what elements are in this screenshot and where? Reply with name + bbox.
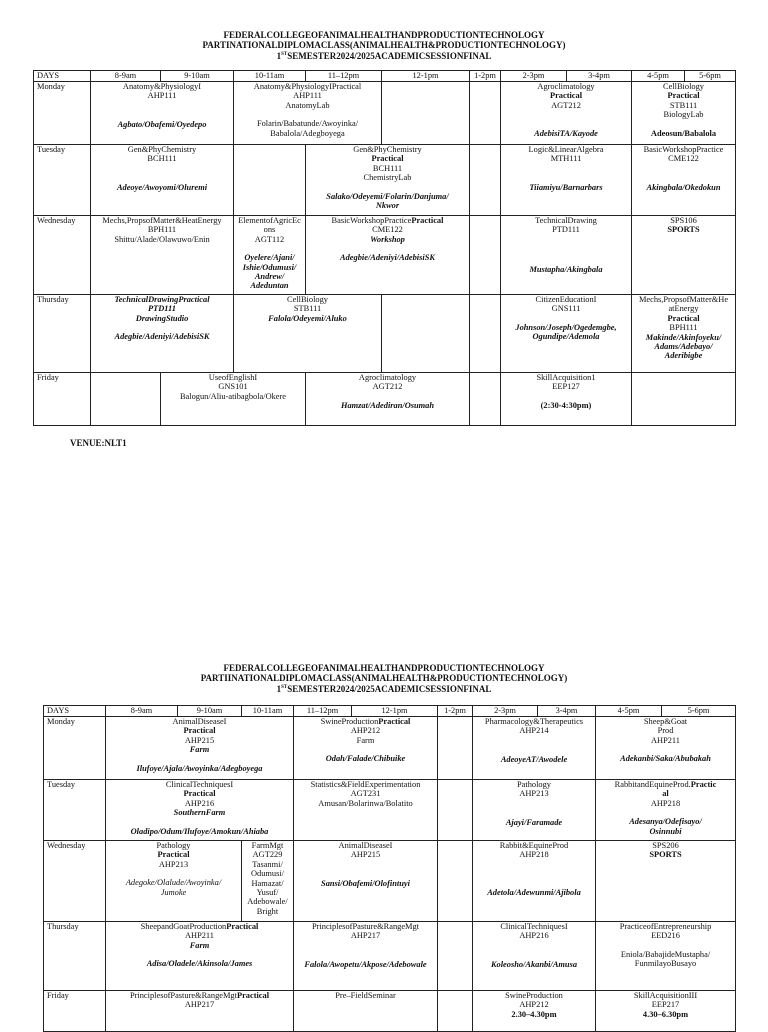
cell-text: Oyelere/Ajani/ [244, 253, 295, 263]
cell-text: ons [263, 225, 276, 235]
course-cell [234, 295, 382, 373]
course-cell [596, 780, 736, 841]
cell-text: ClinicalTechniquesI [165, 780, 234, 789]
semester-text: SEMESTER2024/2025ACADEMICSESSIONFINAL [287, 684, 492, 694]
course-cell [294, 991, 438, 1032]
cell-text: AGT231 [350, 789, 381, 799]
cell-text: ChemistryLab [363, 173, 412, 183]
course-cell [473, 717, 596, 780]
header-row [44, 706, 736, 717]
cell-text: Andrew/ [254, 272, 285, 282]
cell-text: 2.30–4.30pm [511, 1009, 557, 1019]
class-title: PARTINATIONALDIPLOMACLASS(ANIMALHEALTH&PRODUCTIONTECHNOLOGY) [202, 40, 566, 50]
cell-text: Salako/Odeyemi/Folarin/Danjuma/ [326, 191, 449, 201]
col-header: 11–12pm [294, 706, 352, 717]
col-header: 12-1pm [382, 71, 470, 82]
cell-text: Practical [157, 850, 190, 860]
cell-text: Practic [690, 780, 717, 789]
cell-text: EEP217 [651, 1000, 680, 1010]
course-cell [306, 145, 470, 216]
course-cell [473, 841, 596, 922]
cell-text: SwineProduction [505, 991, 563, 1000]
col-header: 10-11am [242, 706, 294, 717]
cell-text: EED216 [651, 931, 680, 941]
cell-text: Yusuf/ [256, 888, 279, 898]
cell-text: Agroclimatology [537, 82, 595, 91]
cell-text: FunmilayoBusayo [634, 959, 697, 969]
cell-text: AHP216 [519, 931, 549, 941]
course-cell [106, 780, 294, 841]
cell-text: AHP218 [650, 798, 681, 808]
cell-text: BiologyLab [663, 110, 704, 120]
table-row [44, 922, 736, 991]
cell-text: AHP213 [519, 789, 549, 799]
course-cell [294, 717, 438, 780]
cell-text: Practical [667, 91, 700, 101]
cell-text: SkillAcquisitionIII [633, 991, 698, 1000]
cell-text: AnatomyLab [285, 100, 330, 110]
course-cell [161, 373, 306, 426]
cell-text: EEP127 [552, 382, 580, 392]
cell-text: al [662, 789, 669, 799]
cell-text: Amusan/Bolarinwa/Bolatito [318, 798, 413, 808]
cell-text: GNS101 [218, 382, 248, 392]
cell-text: Adegbie/Adeniyi/AdebisiSK [340, 253, 435, 263]
course-cell [106, 991, 294, 1032]
cell-text: Gen&PhyChemistry [127, 145, 197, 154]
cell-text: Adeduntan [250, 281, 289, 291]
cell-text: Practical [549, 91, 583, 101]
cell-text: SheepandGoatProduction [140, 922, 227, 931]
col-header: 9-10am [161, 71, 234, 82]
course-cell [106, 841, 242, 922]
table-row [34, 295, 736, 373]
cell-text: AdeoyeAT/Awodele [500, 754, 568, 764]
table-row [44, 780, 736, 841]
cell-text: TechnicalDrawingPractical [114, 295, 210, 304]
cell-text: ElementofAgricEc [238, 216, 301, 225]
course-cell [501, 373, 632, 426]
cell-text: atEnergy [668, 304, 699, 314]
course-cell [501, 295, 632, 373]
course-cell [294, 922, 438, 991]
cell-text: Workshop [370, 234, 405, 244]
day-label: Tuesday [44, 780, 106, 841]
cell-text: BPH111 [669, 323, 698, 333]
course-cell [242, 841, 294, 922]
cell-text: Adebowale/ [247, 897, 288, 907]
cell-text: AHP216 [184, 798, 215, 808]
semester-suffix: ST [281, 685, 288, 690]
timetable-2-header [0, 663, 768, 694]
col-header: 2-3pm [473, 706, 538, 717]
cell-text: Bright [256, 906, 279, 916]
col-header: 1-2pm [438, 706, 473, 717]
cell-text: 4.30–6.30pm [642, 1009, 689, 1019]
cell-text: TechnicalDrawing [535, 216, 597, 225]
cell-text: AGT212 [551, 100, 581, 110]
cell-text: AHP211 [650, 735, 680, 745]
cell-text: SPORTS [667, 225, 700, 235]
col-header: 2-3pm [501, 71, 567, 82]
cell-text: Hamzat/Adediran/Osumah [340, 400, 435, 410]
col-header: DAYS [44, 706, 106, 717]
cell-text: BCH111 [147, 154, 177, 164]
course-cell [234, 82, 382, 145]
table-row [34, 216, 736, 295]
empty-cell [91, 373, 161, 426]
cell-text: Nkwor [375, 201, 400, 211]
cell-text: BCH111 [372, 163, 403, 173]
cell-text: Adegoke/Olalude/Awoyinka/ [125, 878, 222, 888]
venue-label: VENUE:NLT1 [70, 438, 127, 448]
cell-text: AnimalDiseaseI [172, 717, 227, 726]
col-header: 5-6pm [662, 706, 736, 717]
cell-text: FarmMgt [251, 841, 284, 850]
empty-cell [438, 841, 473, 922]
cell-text: AdebisiTA/Kayode [534, 129, 598, 139]
cell-text: AHP214 [519, 726, 549, 736]
empty-cell [470, 145, 501, 216]
empty-cell [382, 82, 470, 145]
table-row [34, 82, 736, 145]
day-label: Wednesday [34, 216, 91, 295]
cell-text: Farm [189, 940, 210, 950]
cell-text: AHP212 [519, 1000, 549, 1010]
cell-text: Farm [356, 735, 375, 745]
course-cell [306, 216, 470, 295]
cell-text: SouthernFarm [173, 808, 226, 818]
cell-text: SPORTS [649, 850, 682, 860]
empty-cell [438, 780, 473, 841]
course-cell [91, 295, 234, 373]
cell-text: AnimalDiseaseI [338, 841, 393, 850]
cell-text: Ishie/Odumusi/ [242, 262, 297, 272]
cell-text: Anatomy&PhysiologyI [122, 82, 202, 91]
cell-text: Adetola/Adewunmi/Ajibola [487, 887, 581, 897]
course-cell [501, 82, 632, 145]
course-cell [632, 145, 736, 216]
cell-text: Eniola/BabajideMustapha/ [620, 949, 711, 959]
cell-text: Johnson/Joseph/Ogedemgbe, [515, 322, 617, 332]
col-header: 12-1pm [352, 706, 438, 717]
cell-text: RabbitandEquineProd. [614, 780, 691, 789]
cell-text: Falola/Odeyemi/Aluko [268, 313, 347, 323]
cell-text: SwineProduction [320, 717, 379, 726]
cell-text: Adeoye/Awoyomi/Oluremi [116, 182, 208, 192]
semester-suffix: ST [281, 52, 288, 57]
cell-text: ClinicalTechniquesI [500, 922, 568, 931]
empty-cell [382, 295, 470, 373]
cell-text: Ilufoye/Ajala/Awoyinka/Adegboyega [136, 763, 263, 773]
course-cell [596, 922, 736, 991]
course-cell [294, 780, 438, 841]
day-label: Thursday [44, 922, 106, 991]
cell-text: Rabbit&EquineProd [499, 841, 569, 850]
cell-text: Hamazat/ [251, 878, 284, 888]
cell-text: Pre–FieldSeminar [335, 991, 396, 1000]
empty-cell [470, 373, 501, 426]
cell-text: CME122 [372, 225, 403, 235]
cell-text: PTD111 [148, 304, 176, 314]
semester-line [0, 683, 768, 694]
course-cell [473, 780, 596, 841]
cell-text: CitizenEducationI [535, 295, 597, 304]
course-cell [632, 295, 736, 373]
course-cell [501, 145, 632, 216]
col-header: 9-10am [178, 706, 242, 717]
cell-text: Adesanya/Odefisayo/ [629, 817, 702, 827]
cell-text: BasicWorkshopPractice [331, 216, 412, 225]
cell-text: Agbato/Obafemi/Oyedepo [117, 119, 207, 129]
course-cell [91, 216, 234, 295]
cell-text: CellBiology [663, 82, 704, 91]
col-header: 10-11am [234, 71, 306, 82]
day-label: Thursday [34, 295, 91, 373]
cell-text: Logic&LinearAlgebra [528, 145, 604, 154]
empty-cell [234, 145, 306, 216]
cell-text: AGT112 [254, 234, 285, 244]
cell-text: Osinnubi [649, 826, 682, 836]
course-cell [473, 922, 596, 991]
semester-text: SEMESTER2024/2025ACADEMICSESSIONFINAL [287, 51, 492, 61]
cell-text: Statistics&FieldExperimentation [310, 780, 421, 789]
cell-text: Adegbie/Adeniyi/AdebisiSK [114, 332, 210, 342]
col-header: 3-4pm [538, 706, 596, 717]
cell-text: Odah/Falade/Chibuike [325, 754, 406, 764]
cell-text: Ajayi/Faramade [505, 817, 563, 827]
cell-text: Practical [371, 154, 404, 164]
col-header: 4-5pm [632, 71, 685, 82]
cell-text: Tasanmi/ [252, 859, 283, 869]
course-cell [234, 216, 306, 295]
table-row [44, 841, 736, 922]
cell-text: Gen&PhyChemistry [353, 145, 422, 154]
day-label: Monday [34, 82, 91, 145]
cell-text: CME122 [668, 154, 699, 164]
empty-cell [438, 991, 473, 1032]
cell-text: Jumoke [160, 887, 187, 897]
cell-text: (2:30-4:30pm) [540, 400, 592, 410]
cell-text: PTD111 [552, 225, 580, 235]
cell-text: Practical [236, 991, 270, 1000]
cell-text: Odumusi/ [250, 869, 285, 879]
timetable-1 [33, 70, 736, 426]
course-cell [632, 82, 736, 145]
empty-cell [438, 717, 473, 780]
cell-text: BasicWorkshopPractice [643, 145, 724, 154]
day-label: Tuesday [34, 145, 91, 216]
cell-text: Babalola/Adegboyega [270, 128, 345, 138]
empty-cell [632, 373, 736, 426]
cell-text: Aderibigbe [664, 351, 703, 361]
cell-text: Practical [378, 717, 411, 726]
cell-text: AHP217 [350, 931, 381, 941]
course-cell [91, 145, 234, 216]
course-cell [632, 216, 736, 295]
cell-text: STB111 [669, 100, 698, 110]
course-cell [501, 216, 632, 295]
cell-text: Pathology [156, 841, 191, 850]
course-cell [106, 922, 294, 991]
cell-text: Practical [667, 313, 700, 323]
cell-text: SPS106 [670, 216, 697, 225]
cell-text: AHP218 [519, 850, 549, 860]
cell-text: AGT212 [372, 382, 403, 392]
cell-text: Makinde/Akinfoyeku/ [645, 332, 722, 342]
col-header: 3-4pm [567, 71, 632, 82]
course-cell [473, 991, 596, 1032]
cell-text: Falola/Awopetu/Akpose/Adebowale [304, 959, 427, 969]
cell-text: SkillAcquisition1 [536, 373, 596, 382]
college-name: FEDERALCOLLEGEOFANIMALHEALTHANDPRODUCTIONTECHNOLOGY [223, 663, 545, 673]
cell-text: PrinciplesofPasture&RangeMgt [312, 922, 419, 931]
course-cell [596, 717, 736, 780]
cell-text: AGT229 [252, 850, 283, 860]
col-header: 1-2pm [470, 71, 501, 82]
cell-text: Ogundipe/Ademola [532, 332, 600, 342]
course-cell [596, 841, 736, 922]
cell-text: Oladipo/Odum/Ilufoye/Amokun/Ahiaba [130, 826, 269, 836]
cell-text: Practical [411, 216, 444, 225]
cell-text: Practical [183, 726, 216, 736]
cell-text: Balogun/Aliu-atibagbola/Okere [179, 391, 287, 401]
cell-text: PracticeofEntrepreneurship [619, 922, 712, 931]
table-row [44, 991, 736, 1032]
cell-text: STB111 [293, 304, 322, 314]
day-label: Friday [34, 373, 91, 426]
timetable-1-header [0, 30, 768, 61]
cell-text: Akingbala/Okedokun [646, 182, 721, 192]
cell-text: Pathology [517, 780, 551, 789]
course-cell [596, 991, 736, 1032]
cell-text: DrawingStudio [135, 313, 189, 323]
cell-text: AHP111 [147, 91, 177, 101]
day-label: Wednesday [44, 841, 106, 922]
cell-text: AHP213 [158, 859, 189, 869]
day-label: Friday [44, 991, 106, 1032]
cell-text: Adisa/Oladele/Akinsola/James [146, 959, 253, 969]
cell-text: Folarin/Babatunde/Awoyinka/ [256, 119, 359, 129]
cell-text: AHP215 [184, 735, 215, 745]
course-cell [294, 841, 438, 922]
cell-text: Tiiamiyu/Barnarbars [529, 182, 603, 192]
empty-cell [470, 295, 501, 373]
cell-text: PrinciplesofPasture&RangeMgt [129, 991, 237, 1000]
cell-text: SPS206 [652, 841, 679, 850]
semester-number: 1 [276, 51, 282, 61]
cell-text: Adekanbi/Saka/Abubakah [620, 754, 711, 764]
cell-text: CellBiology [287, 295, 328, 304]
header-row [34, 71, 736, 82]
cell-text: Shittu/Alade/Olawuwo/Enin [114, 234, 210, 244]
cell-text: Koleosho/Akanbi/Amusa [490, 959, 578, 969]
col-header: DAYS [34, 71, 91, 82]
cell-text: Pharmacology&Therapeutics [484, 717, 584, 726]
cell-text: Practical [226, 922, 259, 931]
cell-text: BPH111 [147, 225, 177, 235]
cell-text: AHP215 [350, 850, 381, 860]
cell-text: MTH111 [550, 154, 582, 164]
cell-text: AHP217 [184, 1000, 215, 1010]
class-title: PARTIINATIONALDIPLOMACLASS(ANIMALHEALTH&PRODUCTIONTECHNOLOGY) [200, 673, 568, 683]
cell-text: Mechs,PropsofMatter&HeatEnergy [102, 216, 222, 225]
table-row [44, 717, 736, 780]
cell-text: Adams/Adebayo/ [654, 342, 713, 352]
cell-text: GNS111 [551, 304, 581, 314]
college-name: FEDERALCOLLEGEOFANIMALHEALTHANDPRODUCTIONTECHNOLOGY [223, 30, 545, 40]
cell-text: Sheep&Goat [643, 717, 688, 726]
col-header: 11–12pm [306, 71, 382, 82]
cell-text: Adeosun/Babalola [650, 128, 717, 138]
empty-cell [470, 82, 501, 145]
course-cell [91, 82, 234, 145]
col-header: 8-9am [106, 706, 178, 717]
table-row [34, 373, 736, 426]
cell-text: Agroclimatology [358, 373, 417, 382]
course-cell [106, 717, 294, 780]
cell-text: Prod [657, 726, 674, 736]
semester-number: 1 [276, 684, 282, 694]
timetable-2 [43, 705, 736, 1032]
col-header: 8-9am [91, 71, 161, 82]
day-label: Monday [44, 717, 106, 780]
course-cell [306, 373, 470, 426]
cell-text: AHP211 [184, 931, 214, 941]
table-row [34, 145, 736, 216]
cell-text: AHP111 [293, 91, 322, 101]
empty-cell [438, 922, 473, 991]
col-header: 4-5pm [596, 706, 662, 717]
cell-text: Sansi/Obafemi/Olofintuyi [321, 878, 410, 888]
cell-text: Mechs,PropsofMatter&He [638, 295, 729, 304]
cell-text: Practical [183, 789, 216, 799]
cell-text: Anatomy&PhysiologyIPractical [253, 82, 362, 91]
empty-cell [470, 216, 501, 295]
cell-text: AHP212 [350, 726, 381, 736]
semester-line [0, 50, 768, 61]
cell-text: Mustapha/Akingbala [529, 264, 603, 274]
cell-text: UseofEnglishI [208, 373, 258, 382]
col-header: 5-6pm [685, 71, 736, 82]
cell-text: Farm [189, 745, 210, 755]
